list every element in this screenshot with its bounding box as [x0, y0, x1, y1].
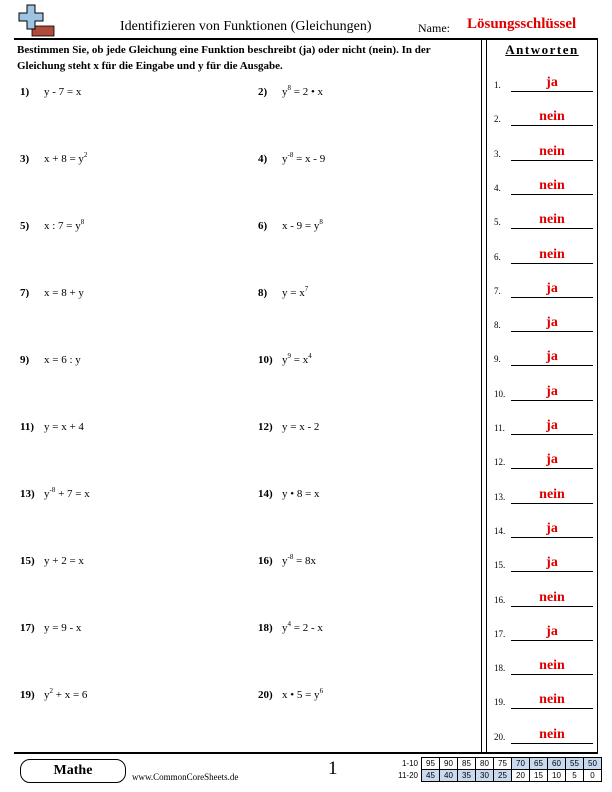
equation-text: = 2 • x	[291, 86, 324, 98]
exponent: 8	[319, 218, 323, 226]
problem-number: 14)	[258, 488, 273, 500]
problem-item	[20, 421, 84, 433]
score-table	[394, 757, 602, 782]
problem-number: 16)	[258, 555, 273, 567]
answer-number: 10.	[494, 388, 506, 399]
score-cell: 0	[584, 770, 602, 782]
score-range-label: 11-20	[398, 771, 418, 780]
equation-text: y + 2 = x	[44, 555, 84, 567]
answer-item	[494, 484, 594, 504]
answer-blank-line	[511, 468, 593, 469]
equation-text: + 7 = x	[55, 488, 90, 500]
answer-item	[494, 518, 594, 538]
score-cell: 5	[566, 770, 584, 782]
equation-text: y	[44, 689, 50, 701]
answer-number: 4.	[494, 182, 501, 193]
equation-text: y	[282, 354, 288, 366]
plus-logo-icon	[18, 4, 56, 38]
answer-number: 6.	[494, 251, 501, 262]
answer-item	[494, 655, 594, 675]
exponent: 7	[304, 285, 309, 293]
answer-value: nein	[539, 658, 565, 674]
problem-item	[258, 622, 323, 634]
problem-number: 7)	[20, 287, 30, 299]
answer-number: 9.	[494, 354, 501, 365]
answer-blank-line	[511, 125, 593, 126]
answer-value: nein	[539, 589, 565, 605]
equation-text: y = x - 2	[282, 421, 320, 433]
answer-number: 13.	[494, 491, 506, 502]
answer-item	[494, 72, 594, 92]
score-cell: 15	[530, 770, 548, 782]
equation-text: = x - 9	[293, 153, 326, 165]
score-cell: 80	[476, 758, 494, 770]
answer-number: 3.	[494, 148, 501, 159]
problem-item	[258, 555, 316, 567]
answer-number: 2.	[494, 114, 501, 125]
problem-item	[258, 354, 312, 366]
problem-equation	[44, 421, 84, 433]
answer-item	[494, 278, 594, 298]
equation-text: + x = 6	[53, 689, 88, 701]
equation-text: x - 9 = y	[282, 220, 320, 232]
problem-item	[20, 354, 81, 366]
answer-blank-line	[511, 91, 593, 92]
score-cell: 65	[530, 758, 548, 770]
exponent: -8	[287, 553, 294, 561]
answer-blank-line	[511, 263, 593, 264]
score-row	[394, 770, 602, 782]
problem-number: 15)	[20, 555, 35, 567]
exponent: 9	[287, 352, 291, 360]
answer-item	[494, 552, 594, 572]
answer-value: ja	[546, 623, 558, 639]
score-cell: 95	[422, 758, 440, 770]
problem-item	[258, 153, 325, 165]
problem-equation	[44, 354, 81, 366]
problem-item	[258, 220, 323, 232]
worksheet-title: Identifizieren von Funktionen (Gleichungen)	[120, 19, 372, 34]
problem-item	[20, 287, 84, 299]
answer-item	[494, 141, 594, 161]
score-cell: 10	[548, 770, 566, 782]
answer-column-border	[486, 38, 487, 752]
equation-text: y	[282, 86, 288, 98]
problem-equation	[282, 153, 325, 165]
problem-number: 12)	[258, 421, 273, 433]
answer-number: 1.	[494, 80, 501, 90]
problem-item	[258, 287, 308, 299]
subject-badge: Mathe	[20, 759, 126, 783]
problem-number: 18)	[258, 622, 273, 634]
problem-number: 20)	[258, 689, 273, 701]
answer-item	[494, 415, 594, 435]
problem-item	[20, 153, 87, 165]
equation-text: y = x + 4	[44, 421, 84, 433]
answer-blank-line	[511, 228, 593, 229]
equation-text: y	[282, 153, 288, 165]
answer-item	[494, 312, 594, 332]
answer-number: 16.	[494, 594, 506, 605]
equation-text: x + 8 = y	[44, 153, 84, 165]
problem-equation	[282, 354, 312, 366]
answer-blank-line	[511, 434, 593, 435]
problem-number: 9)	[20, 354, 30, 366]
problem-equation	[44, 488, 90, 500]
answer-item	[494, 621, 594, 641]
score-cell: 35	[458, 770, 476, 782]
problem-number: 11)	[20, 421, 35, 433]
score-cell: 70	[512, 758, 530, 770]
score-row	[394, 758, 602, 770]
equation-text: x • 5 = y	[282, 689, 320, 701]
problem-equation	[282, 86, 323, 98]
answer-item	[494, 209, 594, 229]
equation-text: y • 8 = x	[282, 488, 320, 500]
problem-item	[20, 555, 84, 567]
answer-blank-line	[511, 571, 593, 572]
answer-item	[494, 587, 594, 607]
score-cell: 55	[566, 758, 584, 770]
page-number: 1	[328, 758, 338, 779]
answer-value: nein	[539, 177, 565, 193]
answer-number: 20.	[494, 731, 506, 742]
answer-number: 18.	[494, 663, 506, 674]
score-cell: 30	[476, 770, 494, 782]
problem-number: 13)	[20, 488, 35, 500]
exponent: 8	[80, 218, 85, 226]
problem-item	[258, 689, 323, 701]
answer-item	[494, 724, 594, 744]
answer-column-border	[597, 38, 598, 752]
problem-equation	[282, 622, 323, 634]
answer-blank-line	[511, 640, 593, 641]
answers-heading: Antworten	[505, 42, 579, 57]
equation-text: y = 9 - x	[44, 622, 82, 634]
answer-blank-line	[511, 160, 593, 161]
score-range-label: 1-10	[401, 759, 418, 768]
answer-blank-line	[511, 400, 593, 401]
problem-equation	[44, 220, 84, 232]
problem-item	[20, 488, 90, 500]
problem-number: 3)	[20, 153, 30, 165]
problem-item	[258, 488, 320, 500]
exponent: 2	[49, 687, 53, 695]
score-cell: 90	[440, 758, 458, 770]
answer-blank-line	[511, 297, 593, 298]
answer-key-label: Lösungsschlüssel	[467, 16, 577, 32]
header-divider	[14, 38, 598, 40]
problem-number: 4)	[258, 153, 268, 165]
answer-value: ja	[546, 75, 558, 90]
problem-number: 1)	[20, 86, 30, 98]
score-cell: 45	[422, 770, 440, 782]
answer-blank-line	[511, 503, 593, 504]
problem-item	[258, 421, 319, 433]
equation-text: x = 6 : y	[44, 354, 81, 366]
answer-blank-line	[511, 194, 593, 195]
exponent: 4	[308, 352, 312, 360]
problem-equation	[282, 555, 316, 567]
answer-item	[494, 175, 594, 195]
exponent: 2	[83, 151, 88, 159]
equation-text: x = 8 + y	[44, 287, 84, 299]
exponent: 6	[319, 687, 324, 695]
answer-value: ja	[546, 418, 558, 433]
answer-blank-line	[511, 331, 593, 332]
answer-value: nein	[539, 212, 565, 228]
problem-equation	[44, 86, 81, 98]
answer-item	[494, 106, 594, 126]
exponent: -8	[49, 486, 56, 494]
answer-number: 19.	[494, 697, 506, 708]
answer-item	[494, 449, 594, 469]
equation-text: = 2 - x	[291, 622, 323, 634]
answer-number: 17.	[494, 628, 506, 639]
answer-number: 8.	[494, 320, 501, 331]
answer-value: ja	[546, 383, 558, 399]
problem-item	[20, 689, 87, 701]
exponent: 4	[287, 620, 291, 628]
score-cell: 60	[548, 758, 566, 770]
problem-equation	[282, 220, 323, 232]
answer-value: nein	[539, 726, 565, 742]
equation-text: y	[282, 555, 288, 567]
problem-item	[20, 220, 84, 232]
answer-blank-line	[511, 674, 593, 675]
answer-value: ja	[546, 349, 558, 365]
problem-number: 19)	[20, 689, 35, 701]
problem-number: 5)	[20, 220, 30, 232]
answer-blank-line	[511, 606, 593, 607]
answer-value: nein	[539, 109, 565, 125]
equation-text: = 8x	[293, 555, 317, 567]
instructions: Bestimmen Sie, ob jede Gleichung eine Funktion beschreibt (ja) oder nicht (nein). In der Gleichung steht x für die Eingabe und y für die Ausgabe.	[17, 44, 431, 72]
problem-equation	[44, 153, 87, 165]
answer-number: 5.	[494, 217, 501, 228]
exponent: 8	[287, 84, 291, 92]
answer-number: 7.	[494, 285, 501, 296]
answer-column-border	[481, 38, 482, 752]
answer-value: nein	[539, 143, 565, 159]
answer-item	[494, 381, 594, 401]
equation-text: y = x	[282, 287, 305, 299]
score-cell: 75	[494, 758, 512, 770]
score-cell: 85	[458, 758, 476, 770]
problem-equation	[44, 287, 84, 299]
problem-equation	[282, 689, 323, 701]
equation-text: x : 7 = y	[44, 220, 81, 232]
problem-number: 6)	[258, 220, 268, 232]
answer-value: ja	[546, 280, 558, 296]
equation-text: y	[282, 622, 288, 634]
answer-number: 15.	[494, 560, 506, 571]
score-cell: 40	[440, 770, 458, 782]
answer-blank-line	[511, 365, 593, 366]
answer-value: ja	[546, 452, 558, 468]
problem-equation	[282, 488, 320, 500]
equation-text: y	[44, 488, 50, 500]
answer-number: 12.	[494, 457, 506, 468]
answer-item	[494, 689, 594, 709]
score-cell: 50	[584, 758, 602, 770]
problem-equation	[44, 555, 84, 567]
problem-equation	[44, 622, 81, 634]
name-label: Name:	[418, 21, 450, 35]
problem-item	[20, 622, 81, 634]
answer-number: 11.	[494, 423, 505, 433]
problem-number: 10)	[258, 354, 273, 366]
problem-equation	[282, 287, 308, 299]
answer-blank-line	[511, 537, 593, 538]
footer-divider	[14, 752, 598, 754]
answer-value: ja	[546, 555, 558, 571]
problem-equation	[282, 421, 319, 433]
answer-blank-line	[511, 743, 593, 744]
problem-number: 8)	[258, 287, 268, 299]
equation-text: = x	[291, 354, 309, 366]
answer-value: nein	[539, 692, 565, 708]
exponent: -8	[287, 151, 294, 159]
answer-value: ja	[546, 520, 558, 536]
answer-item	[494, 346, 594, 366]
answer-value: nein	[539, 486, 565, 502]
score-cell: 25	[494, 770, 512, 782]
problem-number: 17)	[20, 622, 35, 634]
answer-blank-line	[511, 708, 593, 709]
website-link[interactable]: www.CommonCoreSheets.de	[132, 772, 239, 782]
problem-number: 2)	[258, 86, 268, 98]
answer-number: 14.	[494, 525, 506, 536]
problem-item	[20, 86, 81, 98]
score-cell: 20	[512, 770, 530, 782]
equation-text: y - 7 = x	[44, 86, 82, 98]
answer-item	[494, 244, 594, 264]
problem-item	[258, 86, 323, 98]
problem-equation	[44, 689, 87, 701]
answer-value: ja	[546, 315, 558, 331]
answer-value: nein	[539, 246, 565, 262]
